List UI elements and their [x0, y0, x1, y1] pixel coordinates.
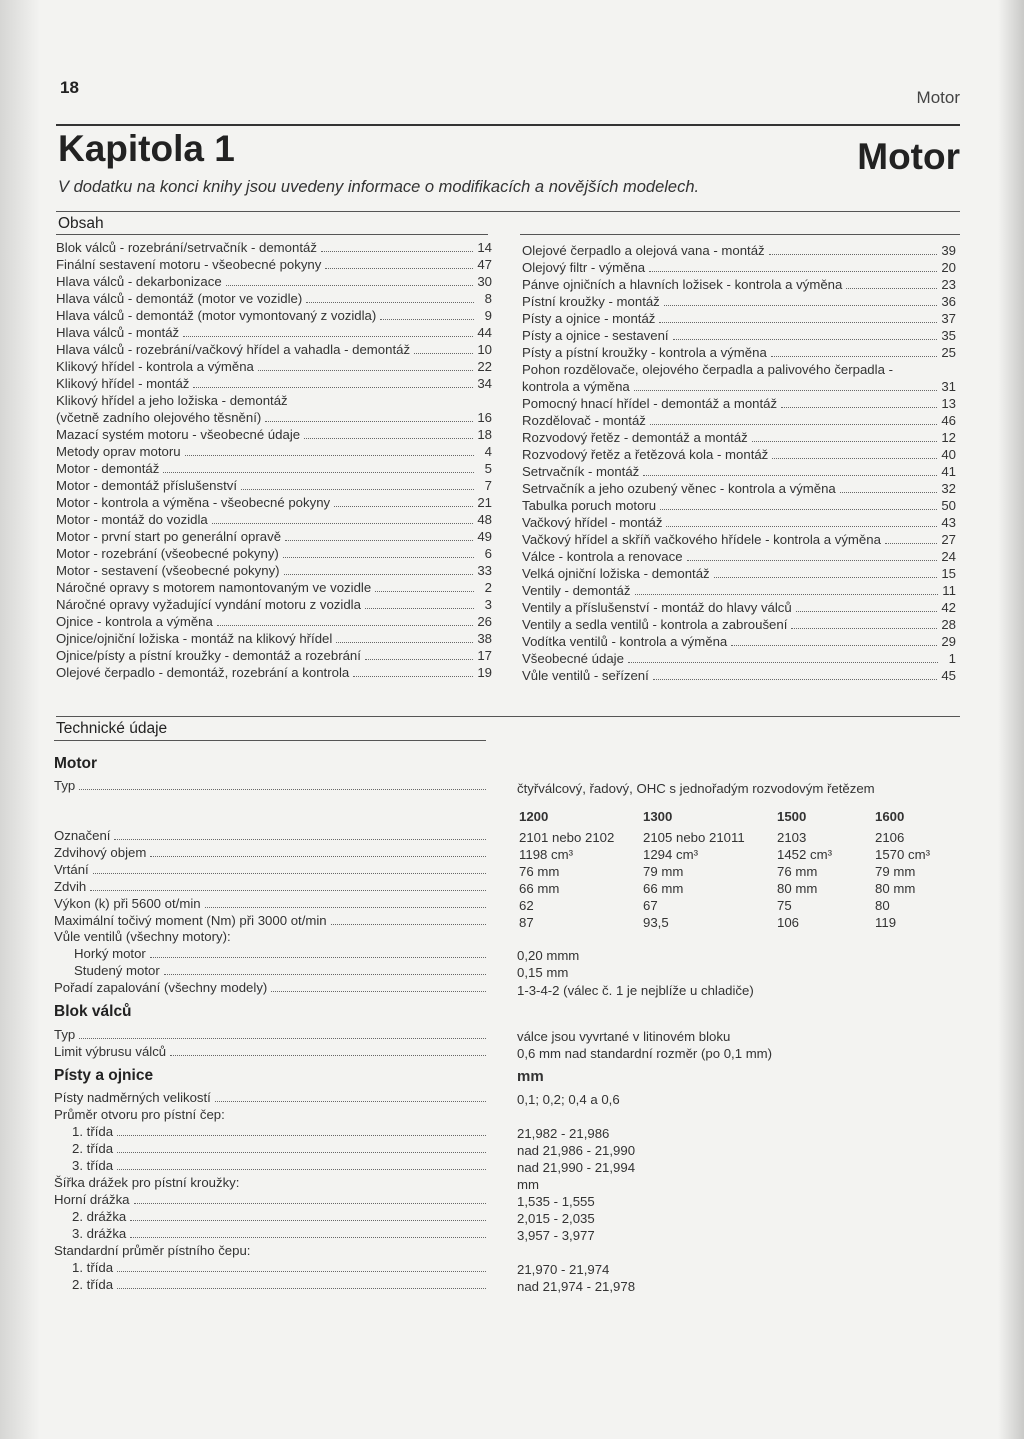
motor-heading: Motor	[54, 755, 98, 772]
chapter-name: Motor	[857, 136, 960, 177]
dot-leader	[321, 251, 473, 252]
spec-sub-value: nad 21,990 - 21,994	[517, 1160, 636, 1175]
toc-entry	[56, 494, 492, 511]
contents-heading: Obsah	[58, 215, 104, 232]
toc-entry	[522, 599, 956, 616]
toc-entry-title: Olejové čerpadlo - demontáž, rozebrání a kontrola	[56, 665, 350, 680]
header-rule	[56, 124, 960, 126]
contents-underline	[520, 234, 960, 235]
toc-entry-page: 30	[477, 274, 492, 289]
toc-entry-page: 45	[941, 668, 956, 683]
toc-entry-page: 35	[941, 328, 956, 343]
toc-entry-title: Metody oprav motoru	[56, 444, 181, 459]
hot-engine-value: 0,20 mmm	[517, 948, 580, 963]
spec-sub-value: 2,015 - 2,035	[517, 1211, 595, 1226]
dot-leader	[217, 625, 473, 626]
running-header: Motor	[916, 88, 960, 107]
toc-entry-title: Finální sestavení motoru - všeobecné pokyny	[56, 257, 322, 272]
dot-leader	[660, 509, 937, 510]
toc-entry-page: 8	[484, 291, 492, 306]
motor-spec-label: Označení	[54, 827, 486, 844]
toc-entry-page: 14	[477, 240, 492, 255]
motor-spec-label: Zdvih	[54, 878, 486, 895]
toc-entry	[522, 361, 956, 378]
dot-leader	[304, 438, 473, 439]
dot-leader	[183, 336, 473, 337]
dot-leader	[769, 254, 938, 255]
toc-entry-title: Olejové čerpadlo a olejová vana - montáž	[522, 243, 765, 258]
specs-rule	[56, 716, 960, 717]
groove-label: Šířka drážek pro pístní kroužky:	[54, 1175, 240, 1190]
toc-entry-page: 28	[941, 617, 956, 632]
toc-entry	[522, 565, 956, 582]
contents-underline	[56, 234, 488, 235]
toc-entry-title: Pohon rozdělovače, olejového čerpadla a palivového čerpadla -	[522, 362, 893, 377]
toc-entry-page: 3	[484, 597, 492, 612]
toc-entry-page: 20	[941, 260, 956, 275]
toc-entry-page: 18	[477, 427, 492, 442]
toc-entry-title: Vodítka ventilů - kontrola a výměna	[522, 634, 728, 649]
block-heading: Blok válců	[54, 1003, 132, 1020]
dot-leader	[325, 268, 473, 269]
dot-leader	[643, 475, 937, 476]
toc-entry-page: 12	[941, 430, 956, 445]
toc-entry-title: Vůle ventilů - seřízení	[522, 668, 649, 683]
engine-column	[643, 810, 745, 931]
toc-entry-title: Písty a ojnice - montáž	[522, 311, 656, 326]
toc-entry	[522, 259, 956, 276]
engine-spec-value: 80 mm	[777, 881, 818, 896]
dot-leader	[353, 676, 473, 677]
chapter-note: V dodatku na konci knihy jsou uvedeny informace o modifikacích a novějších modelech.	[58, 178, 700, 196]
toc-entry	[522, 531, 956, 548]
toc-entry-title: Klikový hřídel a jeho ložiska - demontáž	[56, 393, 288, 408]
toc-entry-title: Klikový hřídel - montáž	[56, 376, 190, 391]
toc-entry	[56, 545, 492, 562]
toc-entry-title: Setrvačník a jeho ozubený věnec - kontrola a výměna	[522, 481, 836, 496]
toc-entry-title: Ojnice - kontrola a výměna	[56, 614, 213, 629]
dot-leader	[781, 407, 937, 408]
toc-entry	[56, 358, 492, 375]
spec-value-typ: čtyřválcový, řadový, OHC s jednořadým rozvodovým řetězem	[517, 781, 875, 796]
toc-entry	[522, 616, 956, 633]
toc-entry-page: 6	[484, 546, 492, 561]
toc-entry-title: Tabulka poruch motoru	[522, 498, 657, 513]
toc-entry-page: 26	[477, 614, 492, 629]
toc-entry-page: 5	[484, 461, 492, 476]
toc-entry	[522, 276, 956, 293]
dot-leader	[212, 523, 474, 524]
toc-entry-title: Rozdělovač - montáž	[522, 413, 646, 428]
toc-entry-title: Válce - kontrola a renovace	[522, 549, 683, 564]
engine-spec-value: 106	[777, 915, 800, 930]
toc-entry-page: 43	[941, 515, 956, 530]
spec-sub-value: 21,982 - 21,986	[517, 1126, 610, 1141]
toc-entry-page: 49	[477, 529, 492, 544]
pistons-heading: Písty a ojnice	[54, 1067, 154, 1084]
toc-entry	[56, 307, 492, 324]
spec-sub-label: 2. třída	[72, 1276, 486, 1293]
toc-entry	[522, 582, 956, 599]
toc-entry	[56, 273, 492, 290]
toc-entry	[56, 647, 492, 664]
toc-entry-page: 38	[477, 631, 492, 646]
motor-spec-label: Vrtání	[54, 861, 486, 878]
spec-sub-label: 3. třída	[72, 1157, 486, 1174]
toc-entry-page: 37	[941, 311, 956, 326]
page-edge-shadow	[0, 0, 40, 1439]
motor-spec-label: Maximální točivý moment (Nm) při 3000 ot/min	[54, 912, 486, 929]
dot-leader	[840, 492, 938, 493]
toc-entry	[56, 477, 492, 494]
toc-entry-page: 15	[941, 566, 956, 581]
dot-leader	[241, 489, 474, 490]
toc-entry	[522, 293, 956, 310]
dot-leader	[635, 594, 939, 595]
engine-spec-value: 79 mm	[875, 864, 916, 879]
engine-spec-value: 66 mm	[643, 881, 684, 896]
toc-entry-page: 10	[477, 342, 492, 357]
toc-entry-page: 29	[941, 634, 956, 649]
hot-engine-label: Horký motor	[74, 945, 486, 962]
engine-spec-value: 76 mm	[519, 864, 560, 879]
toc-entry	[522, 480, 956, 497]
toc-entry-page: 4	[484, 444, 492, 459]
toc-entry-title: Náročné opravy s motorem namontovaným ve vozidle	[56, 580, 372, 595]
toc-entry-title: Olejový filtr - výměna	[522, 260, 646, 275]
toc-entry-title: Motor - demontáž příslušenství	[56, 478, 238, 493]
engine-spec-value: 2101 nebo 2102	[519, 830, 615, 845]
toc-entry-page: 32	[941, 481, 956, 496]
spec-sub-value: nad 21,986 - 21,990	[517, 1143, 636, 1158]
motor-spec-label: Zdvihový objem	[54, 844, 486, 861]
engine-column-header: 1300	[643, 809, 673, 824]
engine-column	[777, 810, 832, 931]
dot-leader	[673, 339, 938, 340]
toc-entry	[56, 562, 492, 579]
toc-entry-title: Písty a ojnice - sestavení	[522, 328, 669, 343]
toc-entry	[522, 344, 956, 361]
toc-entry-title: Ventily a příslušenství - montáž do hlavy válců	[522, 600, 792, 615]
spec-sub-value: 21,970 - 21,974	[517, 1262, 610, 1277]
engine-spec-value: 80 mm	[875, 881, 916, 896]
toc-entry	[56, 528, 492, 545]
dot-leader	[285, 540, 473, 541]
firing-order-value: 1-3-4-2 (válec č. 1 je nejblíže u chladiče)	[517, 983, 754, 998]
toc-entry	[56, 409, 492, 426]
toc-entry-page: 21	[477, 495, 492, 510]
engine-column	[519, 810, 614, 931]
toc-entry-page: 13	[941, 396, 956, 411]
engine-column-header: 1200	[519, 809, 549, 824]
toc-entry-title: Náročné opravy vyžadující vyndání motoru z vozidla	[56, 597, 361, 612]
toc-entry-title: Motor - rozebrání (všeobecné pokyny)	[56, 546, 279, 561]
dot-leader	[226, 285, 474, 286]
engine-column-header: 1500	[777, 809, 807, 824]
toc-entry-title: Motor - montáž do vozidla	[56, 512, 208, 527]
cold-engine-value: 0,15 mm	[517, 965, 569, 980]
toc-entry-page: 31	[941, 379, 956, 394]
spec-label-typ: Typ	[54, 777, 486, 794]
toc-entry-title: Všeobecné údaje	[522, 651, 624, 666]
dot-leader	[885, 543, 937, 544]
toc-entry-page: 42	[941, 600, 956, 615]
oversize-value: 0,1; 0,2; 0,4 a 0,6	[517, 1092, 620, 1107]
engine-spec-value: 80	[875, 898, 890, 913]
toc-entry-title: kontrola a výměna	[522, 379, 630, 394]
toc-entry-page: 27	[941, 532, 956, 547]
toc-entry	[522, 497, 956, 514]
toc-entry	[522, 242, 956, 259]
toc-entry	[522, 548, 956, 565]
toc-entry	[56, 239, 492, 256]
dot-leader	[365, 659, 473, 660]
toc-entry-page: 16	[477, 410, 492, 425]
toc-entry-title: Klikový hřídel - kontrola a výměna	[56, 359, 254, 374]
contents-right-column	[522, 242, 956, 684]
dot-leader	[666, 526, 937, 527]
dot-leader	[336, 642, 473, 643]
toc-entry-title: Vačkový hřídel - montáž	[522, 515, 663, 530]
engine-spec-value: 1198 cm³	[519, 847, 573, 862]
toc-entry	[522, 310, 956, 327]
dot-leader	[265, 421, 473, 422]
toc-entry-title: Hlava válců - demontáž (motor ve vozidle)	[56, 291, 303, 306]
dot-leader	[334, 506, 473, 507]
spec-sub-label: 1. třída	[72, 1259, 486, 1276]
engine-spec-value: 62	[519, 898, 534, 913]
toc-entry	[56, 460, 492, 477]
cold-engine-label: Studený motor	[74, 962, 486, 979]
toc-entry	[56, 426, 492, 443]
dot-leader	[714, 577, 938, 578]
toc-entry-title: Setrvačník - montáž	[522, 464, 640, 479]
toc-entry	[522, 429, 956, 446]
toc-entry-page: 9	[484, 308, 492, 323]
toc-entry-page: 36	[941, 294, 956, 309]
toc-entry-title: Motor - kontrola a výměna - všeobecné pokyny	[56, 495, 331, 510]
dot-leader	[659, 322, 937, 323]
toc-entry	[522, 514, 956, 531]
toc-entry	[522, 412, 956, 429]
page-number: 18	[60, 78, 79, 97]
motor-spec-label: Výkon (k) při 5600 ot/min	[54, 895, 486, 912]
toc-entry-title: Motor - sestavení (všeobecné pokyny)	[56, 563, 280, 578]
engine-spec-value: 2106	[875, 830, 905, 845]
toc-entry	[56, 613, 492, 630]
spec-sub-label: Horní drážka	[54, 1191, 486, 1208]
engine-spec-value: 67	[643, 898, 658, 913]
dot-leader	[752, 441, 938, 442]
engine-spec-value: 1452 cm³	[777, 847, 832, 862]
specs-underline	[54, 740, 486, 741]
toc-entry-page: 17	[477, 648, 492, 663]
engine-spec-value: 75	[777, 898, 792, 913]
pin-bore-label: Průměr otvoru pro pístní čep:	[54, 1107, 225, 1122]
dot-leader	[772, 458, 937, 459]
spec-sub-value: nad 21,974 - 21,978	[517, 1279, 636, 1294]
dot-leader	[375, 591, 474, 592]
toc-entry-page: 1	[948, 651, 956, 666]
dot-leader	[283, 557, 474, 558]
block-typ-value: válce jsou vyvrtané v litinovém bloku	[517, 1029, 731, 1044]
toc-entry	[56, 443, 492, 460]
dot-leader	[306, 302, 474, 303]
bore-limit-label: Limit výbrusu válců	[54, 1043, 486, 1060]
dot-leader	[771, 356, 938, 357]
dot-leader	[634, 390, 938, 391]
toc-entry-title: Hlava válců - rozebrání/vačkový hřídel a vahadla - demontáž	[56, 342, 411, 357]
spec-sub-label: 2. drážka	[72, 1208, 486, 1225]
dot-leader	[365, 608, 474, 609]
dot-leader	[258, 370, 473, 371]
toc-entry-page: 2	[484, 580, 492, 595]
oversize-label: Písty nadměrných velikostí	[54, 1089, 486, 1106]
toc-entry-page: 33	[477, 563, 492, 578]
toc-entry-title: Hlava válců - dekarbonizace	[56, 274, 222, 289]
toc-entry-title: Pomocný hnací hřídel - demontáž a montáž	[522, 396, 778, 411]
toc-entry	[56, 596, 492, 613]
toc-entry-page: 23	[941, 277, 956, 292]
dot-leader	[731, 645, 937, 646]
toc-entry-title: Rozvodový řetěz a řetězová kola - montáž	[522, 447, 769, 462]
toc-entry	[56, 579, 492, 596]
engine-spec-value: 2105 nebo 21011	[643, 830, 745, 845]
toc-entry-title: Velká ojniční ložiska - demontáž	[522, 566, 710, 581]
toc-entry	[56, 324, 492, 341]
toc-entry	[56, 375, 492, 392]
toc-entry	[56, 341, 492, 358]
contents-left-column	[56, 239, 492, 681]
spec-sub-label: 2. třída	[72, 1140, 486, 1157]
toc-entry-title: Ventily a sedla ventilů - kontrola a zabroušení	[522, 617, 788, 632]
toc-entry-title: Ojnice/písty a pístní kroužky - demontáž a rozebrání	[56, 648, 361, 663]
toc-entry-page: 7	[484, 478, 492, 493]
toc-entry-page: 34	[477, 376, 492, 391]
dot-leader	[185, 455, 474, 456]
engine-spec-value: 66 mm	[519, 881, 560, 896]
toc-entry	[522, 633, 956, 650]
toc-entry-page: 47	[477, 257, 492, 272]
toc-entry-page: 24	[941, 549, 956, 564]
contents-rule	[56, 211, 960, 212]
spec-sub-label: 1. třída	[72, 1123, 486, 1140]
dot-leader	[380, 319, 474, 320]
engine-spec-value: 76 mm	[777, 864, 818, 879]
toc-entry	[522, 395, 956, 412]
toc-entry-page: 50	[941, 498, 956, 513]
dot-leader	[284, 574, 474, 575]
toc-entry-title: Motor - demontáž	[56, 461, 160, 476]
toc-entry	[56, 256, 492, 273]
dot-leader	[687, 560, 938, 561]
dot-leader	[193, 387, 473, 388]
toc-entry	[56, 392, 492, 409]
toc-entry-page: 40	[941, 447, 956, 462]
toc-entry	[522, 667, 956, 684]
dot-leader	[791, 628, 937, 629]
pistons-unit: mm	[517, 1068, 544, 1085]
dot-leader	[163, 472, 474, 473]
engine-column	[875, 810, 930, 931]
dot-leader	[414, 353, 473, 354]
toc-entry	[522, 463, 956, 480]
toc-entry	[522, 327, 956, 344]
toc-entry-title: Ojnice/ojniční ložiska - montáž na klikový hřídel	[56, 631, 333, 646]
toc-entry-page: 19	[477, 665, 492, 680]
block-typ-label: Typ	[54, 1026, 486, 1043]
engine-spec-value: 79 mm	[643, 864, 684, 879]
engine-spec-value: 2103	[777, 830, 807, 845]
toc-entry-title: Pístní kroužky - montáž	[522, 294, 660, 309]
toc-entry-title: Ventily - demontáž	[522, 583, 631, 598]
engine-spec-value: 87	[519, 915, 534, 930]
spec-sub-value: 1,535 - 1,555	[517, 1194, 595, 1209]
toc-entry-title: Pánve ojničních a hlavních ložisek - kontrola a výměna	[522, 277, 843, 292]
toc-entry-title: Motor - první start po generální opravě	[56, 529, 282, 544]
bore-limit-value: 0,6 mm nad standardní rozměr (po 0,1 mm)	[517, 1046, 773, 1061]
toc-entry-page: 25	[941, 345, 956, 360]
toc-entry-title: (včetně zadního olejového těsnění)	[56, 410, 262, 425]
toc-entry-title: Písty a pístní kroužky - kontrola a výměna	[522, 345, 767, 360]
toc-entry-title: Hlava válců - montáž	[56, 325, 180, 340]
groove-unit: mm	[517, 1177, 539, 1192]
toc-entry-page: 22	[477, 359, 492, 374]
engine-spec-value: 1570 cm³	[875, 847, 930, 862]
toc-entry-page: 39	[941, 243, 956, 258]
dot-leader	[649, 271, 937, 272]
toc-entry-page: 41	[941, 464, 956, 479]
dot-leader	[846, 288, 937, 289]
dot-leader	[653, 679, 938, 680]
toc-entry	[56, 630, 492, 647]
toc-entry-title: Mazací systém motoru - všeobecné údaje	[56, 427, 301, 442]
dot-leader	[664, 305, 938, 306]
dot-leader	[796, 611, 938, 612]
toc-entry-page: 46	[941, 413, 956, 428]
toc-entry	[522, 650, 956, 667]
engine-spec-value: 1294 cm³	[643, 847, 698, 862]
engine-spec-value: 93,5	[643, 915, 669, 930]
spec-sub-value: 3,957 - 3,977	[517, 1228, 595, 1243]
dot-leader	[628, 662, 938, 663]
toc-entry	[56, 290, 492, 307]
page-edge-shadow	[998, 0, 1024, 1439]
engine-spec-value: 119	[875, 915, 897, 930]
toc-entry-title: Blok válců - rozebrání/setrvačník - demontáž	[56, 240, 317, 255]
spec-sub-label: 3. drážka	[72, 1225, 486, 1242]
toc-entry-page: 48	[477, 512, 492, 527]
toc-entry-page: 11	[942, 583, 956, 598]
toc-entry-title: Hlava válců - demontáž (motor vymontovaný z vozidla)	[56, 308, 377, 323]
firing-order-label: Pořadí zapalování (všechny modely)	[54, 979, 486, 996]
clearance-label: Vůle ventilů (všechny motory):	[54, 929, 231, 944]
toc-entry-page: 44	[477, 325, 492, 340]
engine-column-header: 1600	[875, 809, 905, 824]
toc-entry-title: Rozvodový řetěz - demontáž a montáž	[522, 430, 748, 445]
toc-entry	[522, 378, 956, 395]
toc-entry	[56, 664, 492, 681]
toc-entry	[522, 446, 956, 463]
pin-diameter-label: Standardní průměr pístního čepu:	[54, 1243, 251, 1258]
chapter-title: Kapitola 1	[58, 128, 235, 169]
specs-heading: Technické údaje	[56, 720, 168, 737]
toc-entry-title: Vačkový hřídel a skříň vačkového hřídele - kontrola a výměna	[522, 532, 881, 547]
dot-leader	[650, 424, 937, 425]
toc-entry	[56, 511, 492, 528]
